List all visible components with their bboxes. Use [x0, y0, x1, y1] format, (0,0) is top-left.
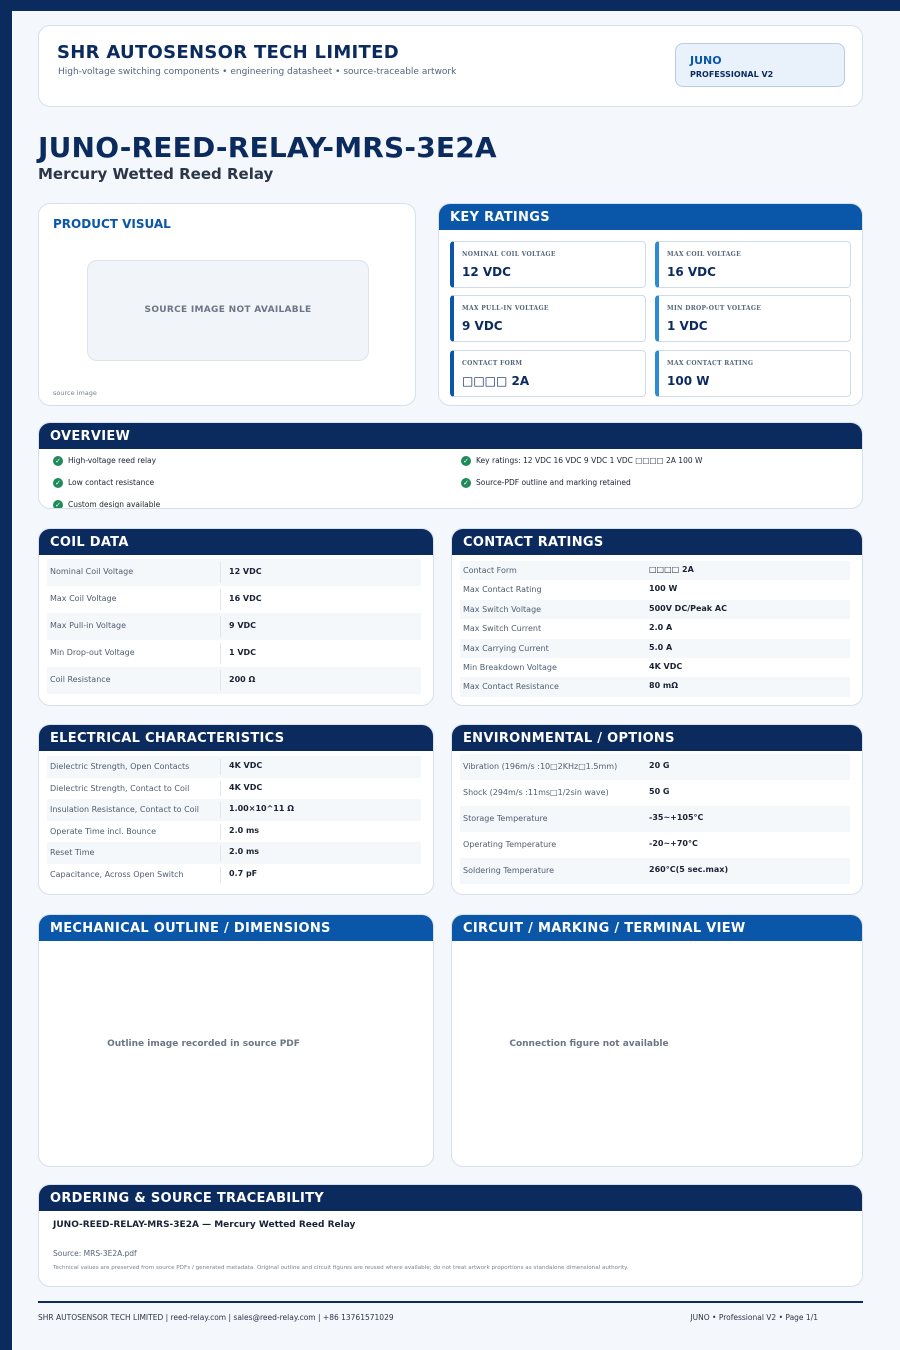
row-key: Dielectric Strength, Contact to Coil [50, 783, 190, 793]
table-row [460, 561, 850, 580]
company-name: SHR AUTOSENSOR TECH LIMITED [57, 42, 399, 63]
row-value: 20 G [649, 761, 670, 770]
table-row [47, 799, 421, 821]
overview-item-text: Source-PDF outline and marking retained [476, 478, 631, 487]
row-value: 200 Ω [229, 675, 256, 684]
circuit-title: CIRCUIT / MARKING / TERMINAL VIEW [452, 915, 862, 941]
table-row [47, 778, 421, 800]
row-key: Vibration (196m/s :10□2KHz□1.5mm) [463, 762, 618, 771]
rating-label: MAX COIL VOLTAGE [667, 251, 741, 258]
rating-value: 1 VDC [667, 319, 708, 333]
badge-edition: PROFESSIONAL V2 [690, 70, 774, 79]
row-value: 4K VDC [229, 782, 263, 792]
contact-ratings-card [451, 528, 863, 706]
header-card [38, 25, 863, 107]
electrical-title: ELECTRICAL CHARACTERISTICS [39, 725, 433, 751]
top-accent-bar [0, 0, 900, 11]
overview-item [53, 456, 156, 466]
table-row [460, 754, 850, 780]
overview-title: OVERVIEW [39, 423, 862, 449]
table-row [47, 864, 421, 886]
row-key: Capacitance, Across Open Switch [50, 869, 184, 879]
image-caption: source image [53, 389, 97, 397]
check-icon: ✓ [461, 456, 471, 466]
environmental-title: ENVIRONMENTAL / OPTIONS [452, 725, 862, 751]
left-accent-bar [0, 0, 12, 1350]
image-placeholder: SOURCE IMAGE NOT AVAILABLE [87, 260, 369, 361]
electrical-card [38, 724, 434, 895]
row-value: -20~+70°C [649, 839, 698, 848]
row-key: Min Breakdown Voltage [463, 662, 557, 672]
company-tagline: High-voltage switching components • engineering datasheet • source-traceable artwork [58, 67, 457, 77]
row-key: Storage Temperature [463, 814, 548, 823]
rating-tile [450, 350, 646, 397]
outline-figure-note: Outline image recorded in source PDF [107, 1039, 300, 1049]
table-row [47, 559, 421, 586]
overview-item [53, 478, 154, 488]
overview-item [461, 478, 631, 488]
table-row [47, 821, 421, 843]
row-key: Max Carrying Current [463, 643, 549, 653]
rating-label: NOMINAL COIL VOLTAGE [462, 251, 556, 258]
row-value: 1.00×10^11 Ω [229, 804, 294, 814]
row-value: 2.0 ms [229, 847, 260, 857]
rating-value: □□□□ 2A [462, 374, 530, 388]
overview-item-text: Key ratings: 12 VDC 16 VDC 9 VDC 1 VDC □□□□ 2A 100 W [476, 456, 703, 465]
row-value: 9 VDC [229, 621, 257, 630]
row-value: 260°C(5 sec.max) [649, 865, 729, 874]
disclaimer: Technical values are preserved from source PDFs / generated metadata. Original outline and circuit figures are reused where available; do not treat artwork proportions as standalone dimensional authority. [53, 1265, 629, 1271]
row-key: Soldering Temperature [463, 866, 555, 875]
row-key: Max Contact Rating [463, 585, 542, 595]
row-key: Dielectric Strength, Open Contacts [50, 762, 190, 771]
row-key: Operate Time incl. Bounce [50, 826, 157, 836]
row-value: 16 VDC [229, 594, 262, 603]
environmental-card [451, 724, 863, 895]
row-key: Nominal Coil Voltage [50, 567, 134, 576]
row-value: 0.7 pF [229, 868, 258, 878]
footer-contact: SHR AUTOSENSOR TECH LIMITED | reed-relay.com | sales@reed-relay.com | +86 13761571029 [38, 1313, 394, 1322]
row-key: Max Switch Current [463, 624, 542, 634]
row-key: Contact Form [463, 566, 517, 575]
contact-ratings-table [460, 561, 850, 697]
circuit-figure-note: Connection figure not available [509, 1039, 669, 1049]
row-key: Max Contact Resistance [463, 682, 559, 692]
table-row [460, 639, 850, 658]
table-row [47, 640, 421, 667]
row-key: Operating Temperature [463, 840, 557, 849]
coil-data-title: COIL DATA [39, 529, 433, 555]
source-file: Source: MRS-3E2A.pdf [53, 1249, 137, 1258]
rating-value: 100 W [667, 374, 710, 388]
contact-ratings-title: CONTACT RATINGS [452, 529, 862, 555]
overview-item-text: High-voltage reed relay [68, 456, 157, 465]
row-value: 500V DC/Peak AC [649, 603, 727, 613]
rating-label: MAX PULL-IN VOLTAGE [462, 305, 549, 312]
environmental-table [460, 754, 850, 884]
row-key: Insulation Resistance, Contact to Coil [50, 805, 200, 815]
rating-value: 9 VDC [462, 319, 503, 333]
row-value: -35~+105°C [649, 813, 704, 822]
table-row [460, 832, 850, 858]
table-row [460, 858, 850, 884]
overview-card [38, 422, 863, 509]
table-row [460, 658, 850, 677]
row-value: □□□□ 2A [649, 565, 694, 574]
row-value: 5.0 A [649, 642, 673, 652]
row-value: 2.0 ms [229, 825, 260, 835]
rating-label: MAX CONTACT RATING [667, 360, 754, 367]
product-visual-title: PRODUCT VISUAL [53, 217, 171, 231]
key-ratings-card [438, 203, 863, 406]
rating-tile [450, 241, 646, 288]
row-key: Coil Resistance [50, 675, 111, 684]
coil-data-card [38, 528, 434, 706]
rating-tile [655, 241, 851, 288]
row-key: Reset Time [50, 848, 95, 858]
row-value: 2.0 A [649, 623, 673, 633]
footer-divider [38, 1301, 863, 1303]
overview-item-text: Custom design available [68, 500, 161, 509]
rating-value: 16 VDC [667, 265, 716, 279]
rating-value: 12 VDC [462, 265, 511, 279]
electrical-table [47, 756, 421, 886]
row-value: 1 VDC [229, 648, 257, 657]
row-key: Max Switch Voltage [463, 604, 542, 614]
table-row [460, 619, 850, 638]
table-row [47, 842, 421, 864]
check-icon: ✓ [53, 478, 63, 488]
rating-tile [450, 295, 646, 342]
row-value: 80 mΩ [649, 681, 679, 691]
row-value: 12 VDC [229, 567, 262, 576]
row-value: 50 G [649, 787, 670, 796]
row-value: 4K VDC [649, 661, 683, 671]
rating-tile [655, 350, 851, 397]
table-row [47, 756, 421, 778]
table-row [460, 677, 850, 696]
row-key: Shock (294m/s :11ms□1/2sin wave) [463, 788, 609, 797]
mechanical-outline-title: MECHANICAL OUTLINE / DIMENSIONS [39, 915, 433, 941]
row-key: Min Drop-out Voltage [50, 648, 135, 657]
ordering-line: JUNO-REED-RELAY-MRS-3E2A — Mercury Wetted Reed Relay [53, 1220, 356, 1230]
table-row [47, 613, 421, 640]
page-subtitle: Mercury Wetted Reed Relay [38, 165, 274, 183]
overview-item-text: Low contact resistance [68, 478, 155, 487]
ordering-card [38, 1184, 863, 1287]
rating-tile [655, 295, 851, 342]
row-value: 100 W [649, 584, 678, 594]
key-ratings-title: KEY RATINGS [439, 204, 862, 230]
check-icon: ✓ [461, 478, 471, 488]
table-row [460, 780, 850, 806]
edition-badge [675, 43, 845, 87]
table-row [47, 586, 421, 613]
table-row [47, 667, 421, 694]
page-title: JUNO-REED-RELAY-MRS-3E2A [38, 131, 497, 164]
rating-label: CONTACT FORM [462, 360, 523, 367]
ordering-title: ORDERING & SOURCE TRACEABILITY [39, 1185, 862, 1211]
product-visual-card [38, 203, 416, 406]
table-row [460, 806, 850, 832]
rating-label: MIN DROP-OUT VOLTAGE [667, 305, 762, 312]
row-key: Max Pull-in Voltage [50, 621, 127, 630]
overview-item [53, 500, 160, 509]
coil-data-table [47, 559, 421, 694]
check-icon: ✓ [53, 456, 63, 466]
table-row [460, 600, 850, 619]
row-value: 4K VDC [229, 761, 263, 770]
mechanical-outline-card [38, 914, 434, 1167]
check-icon: ✓ [53, 500, 63, 509]
table-row [460, 580, 850, 599]
badge-brand: JUNO [690, 54, 722, 67]
footer-page-info: JUNO • Professional V2 • Page 1/1 [690, 1313, 818, 1322]
overview-item [461, 456, 702, 466]
circuit-card [451, 914, 863, 1167]
row-key: Max Coil Voltage [50, 594, 117, 603]
